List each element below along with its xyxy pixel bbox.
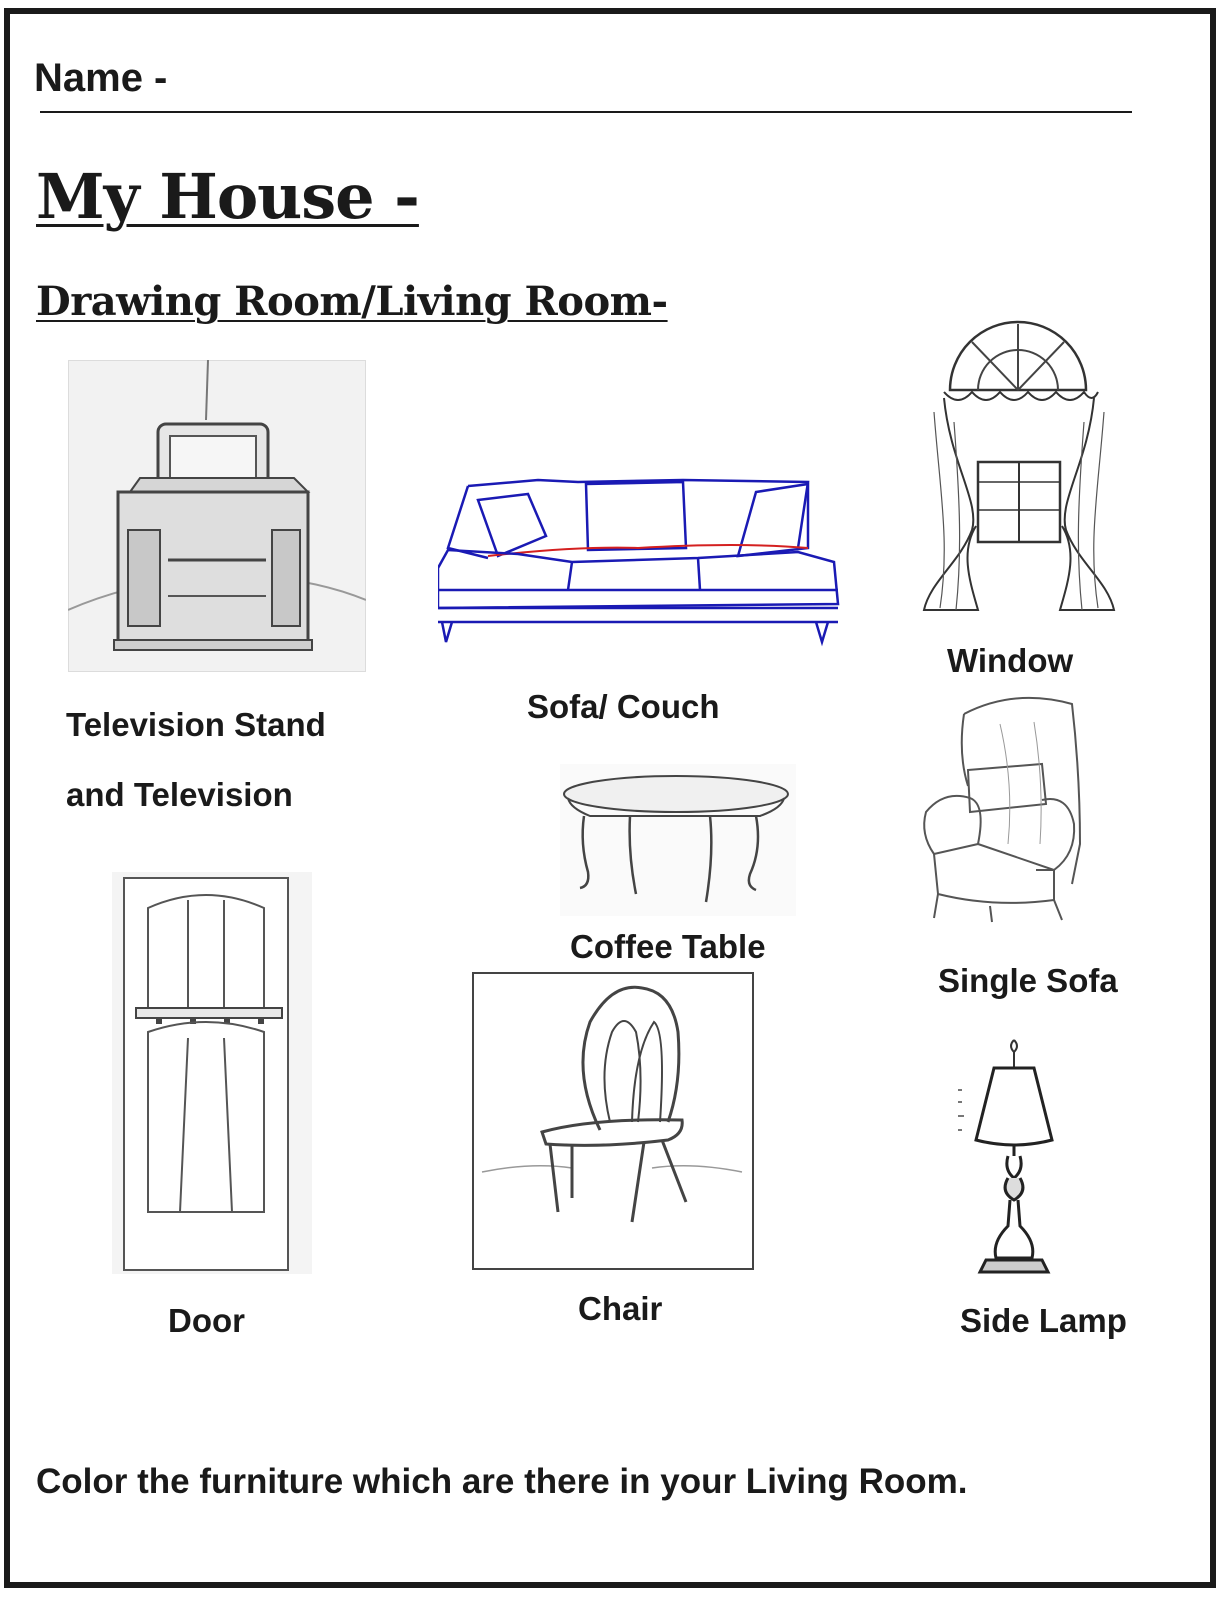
page-subtitle: Drawing Room/Living Room- [36,278,668,325]
coffee-table-picture [560,764,796,916]
sofa-label: Sofa/ Couch [527,688,720,725]
single-sofa-picture [904,694,1100,940]
side-lamp-picture [952,1036,1074,1286]
chair-label: Chair [578,1290,663,1327]
page-title: My House - [36,160,419,233]
name-label: Name - [34,56,168,100]
tv-stand-label: Television Stand [66,706,326,743]
side-lamp-label: Side Lamp [960,1302,1127,1339]
window-picture [920,312,1120,618]
instruction-text: Color the furniture which are there in your Living Room. [36,1462,968,1501]
door-picture [112,872,312,1274]
sofa-picture [438,478,850,654]
chair-picture [472,972,754,1270]
name-write-line[interactable] [40,111,1132,113]
coffee-table-label: Coffee Table [570,928,766,965]
door-label: Door [168,1302,245,1339]
television-stand-picture [68,360,366,672]
single-sofa-label: Single Sofa [938,962,1118,999]
tv-label: and Television [66,776,293,813]
window-label: Window [947,642,1074,679]
